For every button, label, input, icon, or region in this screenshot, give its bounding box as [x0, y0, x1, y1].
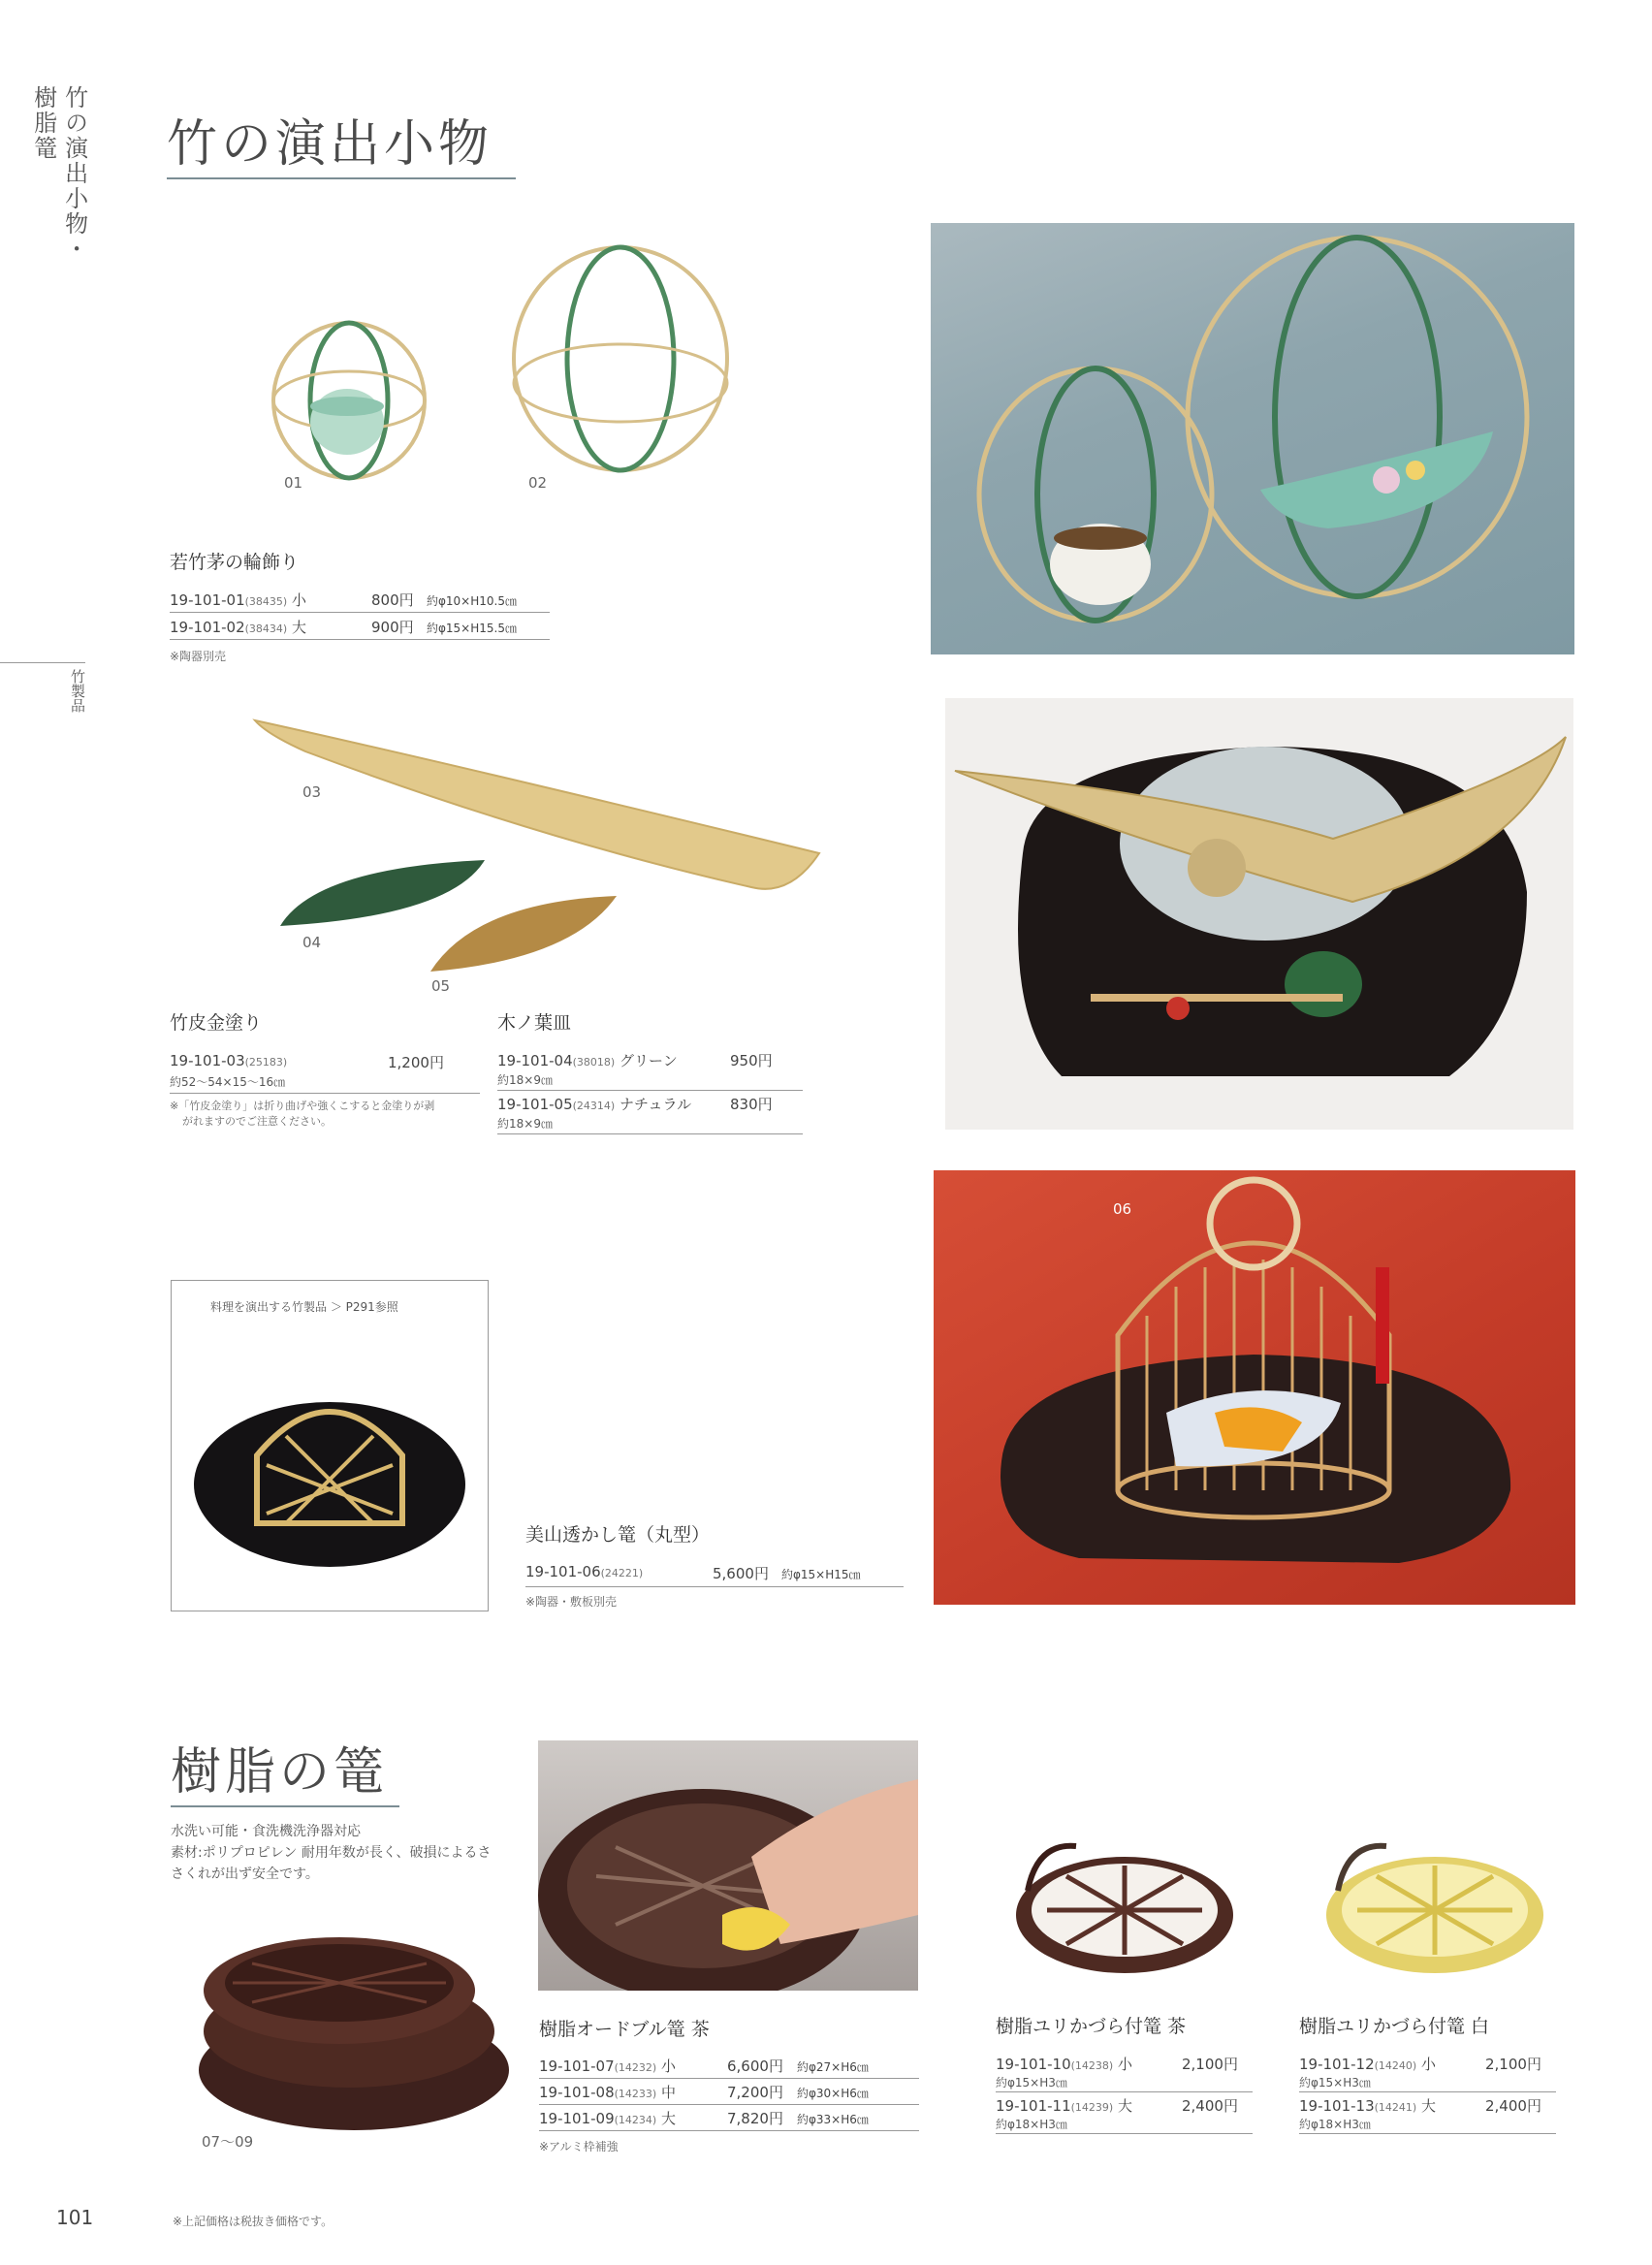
product-image-yuri-white	[1318, 1833, 1551, 1978]
row-price: 6,600円	[727, 2058, 783, 2075]
note-takekawa-1: ※「竹皮金塗り」は折り曲げや強くこすると金塗りが剥	[170, 1100, 435, 1112]
resin-desc-3: さくれが出ず安全です。	[171, 1866, 319, 1882]
size-takekawa: 約52〜54×15〜16㎝	[170, 1075, 286, 1089]
row-price: 2,400円	[1485, 2097, 1541, 2115]
row-size-label: 小	[292, 591, 307, 609]
row-sub: (24314)	[572, 1100, 616, 1112]
reference-box[interactable]	[171, 1280, 489, 1611]
row-sub: (14238)	[1070, 2059, 1114, 2072]
label-01: 01	[284, 474, 303, 492]
note-wakatake: ※陶器別売	[170, 650, 227, 663]
section-title-rule-2	[171, 1805, 399, 1807]
size-konoha-04: 約18×9㎝	[497, 1073, 553, 1087]
product-image-wakatake-small	[262, 315, 436, 490]
row-code: 19-101-06	[525, 1563, 601, 1580]
section-title-rule	[167, 177, 516, 179]
row-19-101-03	[170, 1052, 480, 1071]
product-name-yuri-brown: 樹脂ユリかづら付篭 茶	[996, 2016, 1187, 2037]
row-19-101-11	[996, 2095, 1248, 2115]
row-code: 19-101-02	[170, 619, 245, 636]
row-price: 7,200円	[727, 2084, 783, 2101]
label-03: 03	[302, 783, 322, 801]
row-code: 19-101-08	[539, 2084, 615, 2101]
photo-wakatake-display	[931, 223, 1574, 654]
product-name-konoha: 木ノ葉皿	[497, 1012, 572, 1034]
divider	[170, 1093, 480, 1094]
photo-miyama-cage	[934, 1170, 1575, 1605]
row-price: 5,600円	[713, 1565, 769, 1582]
row-sub: (14232)	[614, 2061, 657, 2074]
row-19-101-05	[497, 1094, 803, 1113]
row-price: 2,100円	[1485, 2056, 1541, 2073]
product-image-yuri-brown	[1008, 1833, 1241, 1978]
size-yuri-white-small: 約φ15×H3㎝	[1299, 2076, 1371, 2090]
row-size-label: 小	[1118, 2056, 1133, 2073]
divider	[996, 2091, 1253, 2092]
row-price: 2,400円	[1182, 2097, 1238, 2115]
resin-desc-2: 素材:ポリプロピレン 耐用年数が長く、破損によるさ	[171, 1845, 492, 1861]
row-19-101-09	[539, 2108, 917, 2127]
row-size-label: 小	[1421, 2056, 1437, 2073]
row-price: 830円	[730, 1096, 773, 1113]
label-04: 04	[302, 934, 322, 951]
row-size: 約φ15×H15㎝	[781, 1568, 861, 1581]
reference-text[interactable]: 料理を演出する竹製品 ＞ P291参照	[210, 1300, 398, 1314]
product-name-wakatake: 若竹茅の輪飾り	[170, 552, 300, 573]
row-size-label: 大	[292, 619, 307, 636]
label-06: 06	[1113, 1200, 1132, 1218]
row-color: ナチュラル	[620, 1096, 692, 1113]
row-sub: (38434)	[244, 622, 288, 635]
row-size-label: 中	[661, 2084, 677, 2101]
divider	[170, 639, 550, 640]
side-vertical-title-1: 竹の演出小物・	[60, 85, 88, 262]
divider	[996, 2133, 1253, 2134]
divider	[525, 1586, 904, 1587]
product-image-konoha-natural	[427, 892, 620, 979]
size-yuri-white-large: 約φ18×H3㎝	[1299, 2118, 1371, 2131]
row-price: 950円	[730, 1052, 773, 1069]
row-code: 19-101-09	[539, 2110, 615, 2127]
row-code: 19-101-04	[497, 1052, 573, 1069]
row-price: 800円	[371, 591, 414, 609]
size-yuri-brown-large: 約φ18×H3㎝	[996, 2118, 1067, 2131]
note-miyama: ※陶器・敷板別売	[525, 1595, 618, 1609]
divider	[497, 1090, 803, 1091]
product-name-miyama: 美山透かし篭（丸型）	[525, 1524, 711, 1546]
row-size-label: 大	[1421, 2097, 1437, 2115]
row-sub: (14234)	[614, 2114, 657, 2126]
row-sub: (25183)	[244, 1056, 288, 1069]
row-code: 19-101-10	[996, 2056, 1071, 2073]
label-07-09: 07〜09	[202, 2133, 254, 2151]
section-title-resin: 樹脂の篭	[171, 1743, 389, 1802]
product-name-hors: 樹脂オードブル篭 茶	[539, 2019, 710, 2040]
label-02: 02	[528, 474, 548, 492]
row-sub: (24221)	[600, 1567, 644, 1579]
row-sub: (38018)	[572, 1056, 616, 1069]
product-image-wakatake-large	[504, 238, 737, 480]
row-sub: (38435)	[244, 595, 288, 608]
row-19-101-01	[170, 590, 548, 609]
product-name-yuri-white: 樹脂ユリかづら付篭 白	[1299, 2016, 1490, 2037]
row-size-label: 小	[661, 2058, 677, 2075]
row-19-101-13	[1299, 2095, 1551, 2115]
photo-resin-washing	[538, 1740, 918, 1991]
note-takekawa-2: がれますのでご注意ください。	[182, 1115, 332, 1128]
row-color: グリーン	[620, 1052, 678, 1069]
photo-takekawa-tray	[945, 698, 1573, 1130]
row-size: 約φ10×H10.5㎝	[427, 594, 517, 608]
row-19-101-04	[497, 1050, 803, 1069]
side-vertical-title-2: 樹脂篭	[29, 85, 57, 161]
row-sub: (14240)	[1374, 2059, 1417, 2072]
row-size: 約φ30×H6㎝	[797, 2087, 869, 2100]
row-sub: (14233)	[614, 2088, 657, 2100]
row-sub: (14239)	[1070, 2101, 1114, 2114]
row-code: 19-101-11	[996, 2097, 1071, 2115]
row-code: 19-101-01	[170, 591, 245, 609]
row-code: 19-101-05	[497, 1096, 573, 1113]
divider	[539, 2104, 919, 2105]
reference-image	[189, 1339, 470, 1581]
product-name-takekawa: 竹皮金塗り	[170, 1012, 263, 1034]
row-19-101-12	[1299, 2054, 1551, 2073]
row-code: 19-101-07	[539, 2058, 615, 2075]
row-size: 約φ27×H6㎝	[797, 2060, 869, 2074]
divider	[539, 2078, 919, 2079]
row-19-101-08	[539, 2082, 917, 2101]
row-size-label: 大	[1118, 2097, 1133, 2115]
divider	[170, 612, 550, 613]
row-price: 1,200円	[388, 1054, 444, 1071]
divider	[1299, 2091, 1556, 2092]
size-konoha-05: 約18×9㎝	[497, 1117, 553, 1131]
divider	[539, 2130, 919, 2131]
row-19-101-07	[539, 2056, 917, 2075]
label-05: 05	[431, 977, 451, 995]
tax-note: ※上記価格は税抜き価格です。	[173, 2215, 334, 2228]
side-tab-label[interactable]: 竹製品	[69, 669, 86, 713]
row-code: 19-101-03	[170, 1052, 245, 1069]
page-number: 101	[56, 2206, 94, 2229]
resin-desc-1: 水洗い可能・食洗機洗浄器対応	[171, 1824, 361, 1839]
row-sub: (14241)	[1374, 2101, 1417, 2114]
size-yuri-brown-small: 約φ15×H3㎝	[996, 2076, 1067, 2090]
row-19-101-02	[170, 617, 548, 636]
row-code: 19-101-12	[1299, 2056, 1375, 2073]
note-hors: ※アルミ枠補強	[539, 2140, 619, 2153]
product-image-hors-basket-stack	[194, 1905, 514, 2138]
row-size: 約φ15×H15.5㎝	[427, 622, 517, 635]
section-title-bamboo: 竹の演出小物	[167, 115, 493, 174]
row-19-101-10	[996, 2054, 1248, 2073]
row-19-101-06	[525, 1563, 904, 1582]
row-code: 19-101-13	[1299, 2097, 1375, 2115]
row-size: 約φ33×H6㎝	[797, 2113, 869, 2126]
row-price: 7,820円	[727, 2110, 783, 2127]
divider	[497, 1133, 803, 1134]
row-price: 900円	[371, 619, 414, 636]
divider	[1299, 2133, 1556, 2134]
row-price: 2,100円	[1182, 2056, 1238, 2073]
row-size-label: 大	[661, 2110, 677, 2127]
side-tab-rule	[0, 662, 85, 663]
